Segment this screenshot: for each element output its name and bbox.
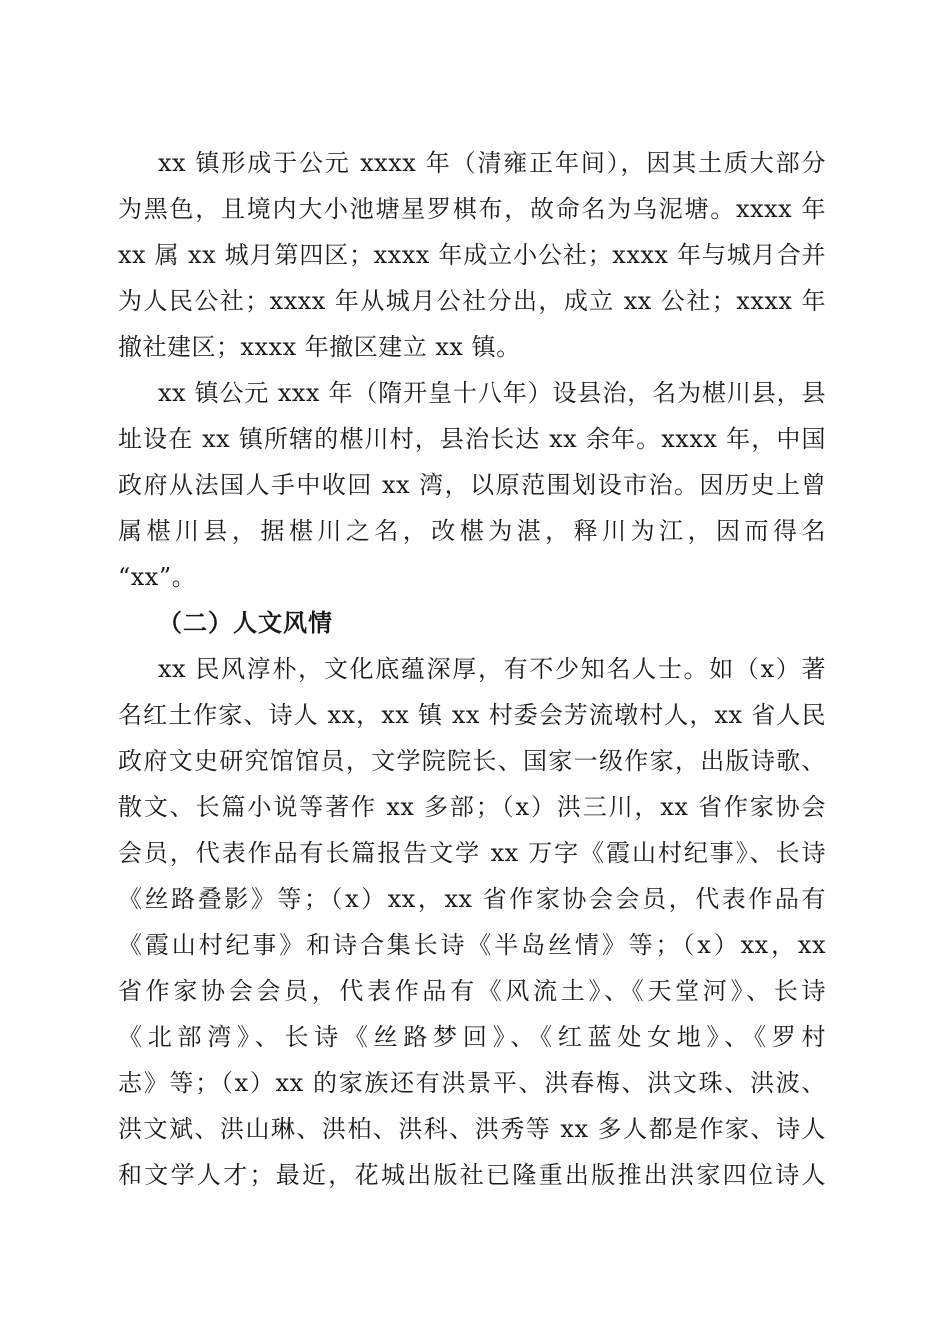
paragraph-3-line-9: 《北部湾》、长诗《丝路梦回》、《红蓝处女地》、《罗村 — [118, 1023, 826, 1051]
paragraph-3-line-1: xx 民风淳朴，文化底蕴深厚，有不少知名人士。如（x）著 — [158, 655, 826, 683]
paragraph-1-line-3: xx 属 xx 城月第四区；xxxx 年成立小公社；xxxx 年与城月合并 — [118, 241, 826, 269]
paragraph-3-line-8: 省作家协会会员，代表作品有《风流土》、《天堂河》、长诗 — [118, 977, 826, 1005]
paragraph-2-line-4: 属椹川县，据椹川之名，改椹为湛，释川为江，因而得名 — [118, 517, 826, 545]
paragraph-1-line-4: 为人民公社；xxxx 年从城月公社分出，成立 xx 公社；xxxx 年 — [118, 287, 826, 315]
paragraph-1-line-5: 撤社建区；xxxx 年撤区建立 xx 镇。 — [118, 333, 521, 361]
paragraph-3-line-7: 《霞山村纪事》和诗合集长诗《半岛丝情》等；（x）xx，xx — [118, 931, 826, 959]
paragraph-1-line-1: xx 镇形成于公元 xxxx 年（清雍正年间），因其土质大部分 — [158, 149, 826, 177]
paragraph-2-line-5: “xx”。 — [118, 563, 197, 591]
paragraph-2-line-2: 址设在 xx 镇所辖的椹川村，县治长达 xx 余年。xxxx 年，中国 — [118, 425, 826, 453]
section-heading: （二）人文风情 — [158, 608, 333, 637]
paragraph-3-line-3: 政府文史研究馆馆员，文学院院长、国家一级作家，出版诗歌、 — [118, 747, 826, 775]
paragraph-3-line-2: 名红土作家、诗人 xx，xx 镇 xx 村委会芳流墩村人，xx 省人民 — [118, 701, 826, 729]
paragraph-3-line-10: 志》等；（x）xx 的家族还有洪景平、洪春梅、洪文珠、洪波、 — [118, 1069, 826, 1097]
paragraph-3-line-5: 会员，代表作品有长篇报告文学 xx 万字《霞山村纪事》、长诗 — [118, 839, 826, 867]
paragraph-3-line-11: 洪文斌、洪山琳、洪柏、洪科、洪秀等 xx 多人都是作家、诗人 — [118, 1115, 826, 1143]
paragraph-3-line-12: 和文学人才；最近，花城出版社已隆重出版推出洪家四位诗人 — [118, 1161, 826, 1189]
paragraph-2-line-1: xx 镇公元 xxx 年（隋开皇十八年）设县治，名为椹川县，县 — [158, 379, 826, 407]
paragraph-3-line-4: 散文、长篇小说等著作 xx 多部；（x）洪三川，xx 省作家协会 — [118, 793, 826, 821]
paragraph-2-line-3: 政府从法国人手中收回 xx 湾，以原范围划设市治。因历史上曾 — [118, 471, 826, 499]
paragraph-3-line-6: 《丝路叠影》等；（x）xx，xx 省作家协会会员，代表作品有 — [118, 885, 826, 913]
paragraph-1-line-2: 为黑色，且境内大小池塘星罗棋布，故命名为乌泥塘。xxxx 年 — [118, 195, 826, 223]
